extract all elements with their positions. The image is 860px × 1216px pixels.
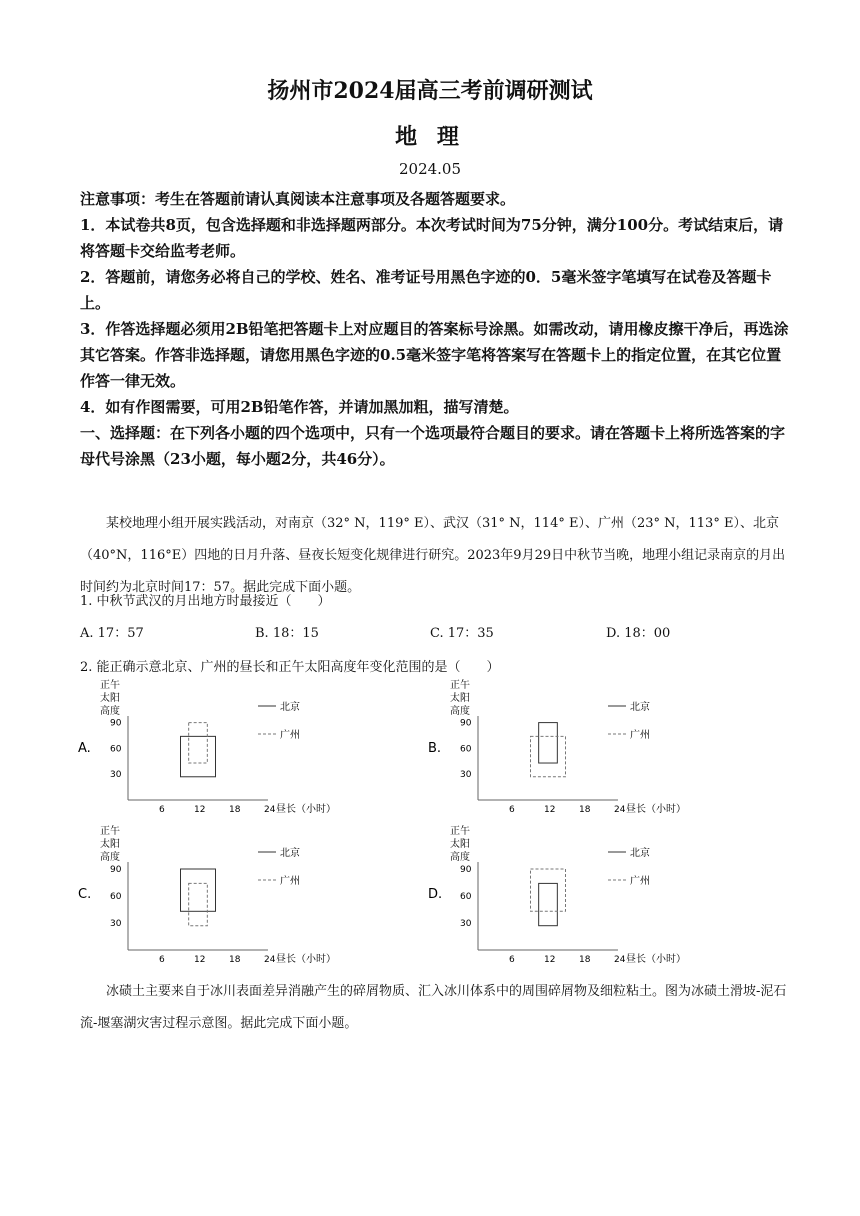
x-tick-label: 24 <box>614 805 626 815</box>
question-2-stem: 2. 能正确示意北京、广州的昼长和正午太阳高度年变化范围的是（ ） <box>80 660 500 675</box>
section-heading: 一、选择题：在下列各小题的四个选项中，只有一个选项最符合题目的要求。请在答题卡上将所选答案的字母代号涂黑（23小题，每小题2分，共46分）。 <box>80 424 786 468</box>
q1-option-a: A. 17：57 <box>80 626 144 641</box>
y-axis-label: 高度 <box>450 706 470 717</box>
y-axis-label: 高度 <box>450 852 470 863</box>
guangzhou-range-rect <box>189 883 208 925</box>
x-tick-label: 18 <box>579 805 591 815</box>
notice-item: 2．答题前，请您务必将自己的学校、姓名、准考证号用黑色字迹的0．5毫米签字笔填写在试卷及答题卡上。 <box>80 268 772 312</box>
legend-guangzhou: 广州 <box>280 730 300 741</box>
y-axis-label: 太阳 <box>450 839 470 850</box>
y-tick-label: 60 <box>460 892 472 902</box>
q1-option-b: B. 18：15 <box>255 626 319 641</box>
chart-b <box>428 676 698 818</box>
chart-letter: A. <box>78 741 91 756</box>
legend-beijing: 北京 <box>630 848 650 859</box>
y-tick-label: 30 <box>110 919 122 929</box>
y-axis-label: 正午 <box>450 826 470 837</box>
chart-letter: D. <box>428 887 443 902</box>
beijing-range-rect <box>181 736 216 776</box>
notice-block <box>80 186 790 472</box>
notice-item: 1．本试卷共8页，包含选择题和非选择题两部分。本次考试时间为75分钟，满分100分。考试结束后，请将答题卡交给监考老师。 <box>80 216 784 260</box>
y-tick-label: 60 <box>110 892 122 902</box>
x-tick-label: 12 <box>194 955 206 965</box>
y-axis-label: 太阳 <box>450 693 470 704</box>
chart-svg <box>428 676 698 818</box>
notice-heading: 注意事项：考生在答题前请认真阅读本注意事项及各题答题要求。 <box>80 190 516 208</box>
x-tick-label: 18 <box>579 955 591 965</box>
notice-item: 4．如有作图需要，可用2B铅笔作答，并请加黑加粗，描写清楚。 <box>80 398 519 416</box>
exam-title: 扬州市2024届高三考前调研测试 <box>267 78 593 104</box>
question-1-stem: 1. 中秋节武汉的月出地方时最接近（ ） <box>80 594 331 609</box>
y-axis-label: 高度 <box>100 852 120 863</box>
q1-option-d: D. 18：00 <box>606 626 671 641</box>
x-tick-label: 24 <box>614 955 626 965</box>
x-axis-label: 昼长（小时） <box>276 804 336 815</box>
y-tick-label: 60 <box>460 744 472 755</box>
beijing-range-rect <box>539 883 558 925</box>
y-tick-label: 90 <box>460 865 472 875</box>
x-tick-label: 18 <box>229 805 241 815</box>
y-axis-label: 高度 <box>100 706 120 717</box>
legend-guangzhou: 广州 <box>630 730 650 741</box>
legend-beijing: 北京 <box>280 848 300 859</box>
y-tick-label: 90 <box>110 718 122 729</box>
y-tick-label: 30 <box>110 770 122 781</box>
chart-d <box>428 822 698 968</box>
q1-option-c: C. 17：35 <box>430 626 494 641</box>
notice-item: 3．作答选择题必须用2B铅笔把答题卡上对应题目的答案标号涂黑。如需改动，请用橡皮擦干净后，再选涂其它答案。作答非选择题，请您用黑色字迹的0.5毫米签字笔将答案写在答题卡上的指定位置，在其它位置作答一律无效。 <box>80 320 789 390</box>
chart-svg <box>78 676 338 818</box>
y-axis-label: 正午 <box>100 680 120 691</box>
chart-c <box>78 822 338 968</box>
beijing-range-rect <box>539 723 558 763</box>
y-tick-label: 60 <box>110 744 122 755</box>
y-axis-label: 太阳 <box>100 693 120 704</box>
exam-date: 2024.05 <box>398 160 462 178</box>
guangzhou-range-rect <box>189 723 208 763</box>
legend-beijing: 北京 <box>630 702 650 713</box>
subject-title: 地 理 <box>395 124 465 150</box>
y-tick-label: 30 <box>460 919 472 929</box>
y-axis-label: 正午 <box>100 826 120 837</box>
legend-guangzhou: 广州 <box>630 876 650 887</box>
x-tick-label: 6 <box>509 805 515 815</box>
y-axis-label: 正午 <box>450 680 470 691</box>
x-axis-label: 昼长（小时） <box>626 804 686 815</box>
x-tick-label: 12 <box>544 805 556 815</box>
chart-a <box>78 676 338 818</box>
x-tick-label: 18 <box>229 955 241 965</box>
guangzhou-range-rect <box>531 869 566 911</box>
chart-letter: C. <box>78 887 92 902</box>
x-tick-label: 6 <box>159 805 165 815</box>
x-tick-label: 6 <box>509 955 515 965</box>
x-tick-label: 12 <box>544 955 556 965</box>
y-axis-label: 太阳 <box>100 839 120 850</box>
chart-svg <box>428 822 698 968</box>
passage-1: 某校地理小组开展实践活动，对南京（32° N，119° E）、武汉（31° N，114° E）、广州（23° N，113° E）、北京（40°N，116°E）四地的日月升落、昼夜长短变化规律进行研究。2023年9月29日中秋节当晚，地理小组记录南京的月出时间约为北京时间17：57。据此完成下面小题。 <box>80 516 786 595</box>
x-tick-label: 24 <box>264 955 276 965</box>
chart-letter: B. <box>428 741 442 756</box>
y-tick-label: 30 <box>460 770 472 781</box>
y-tick-label: 90 <box>110 865 122 875</box>
legend-guangzhou: 广州 <box>280 876 300 887</box>
guangzhou-range-rect <box>531 736 566 776</box>
x-tick-label: 6 <box>159 955 165 965</box>
x-axis-label: 昼长（小时） <box>276 954 336 965</box>
chart-svg <box>78 822 338 968</box>
x-tick-label: 12 <box>194 805 206 815</box>
beijing-range-rect <box>181 869 216 911</box>
legend-beijing: 北京 <box>280 702 300 713</box>
x-axis-label: 昼长（小时） <box>626 954 686 965</box>
x-tick-label: 24 <box>264 805 276 815</box>
passage-2: 冰碛土主要来自于冰川表面差异消融产生的碎屑物质、汇入冰川体系中的周围碎屑物及细粒粘土。图为冰碛土滑坡-泥石流-堰塞湖灾害过程示意图。据此完成下面小题。 <box>80 984 787 1031</box>
y-tick-label: 90 <box>460 718 472 729</box>
